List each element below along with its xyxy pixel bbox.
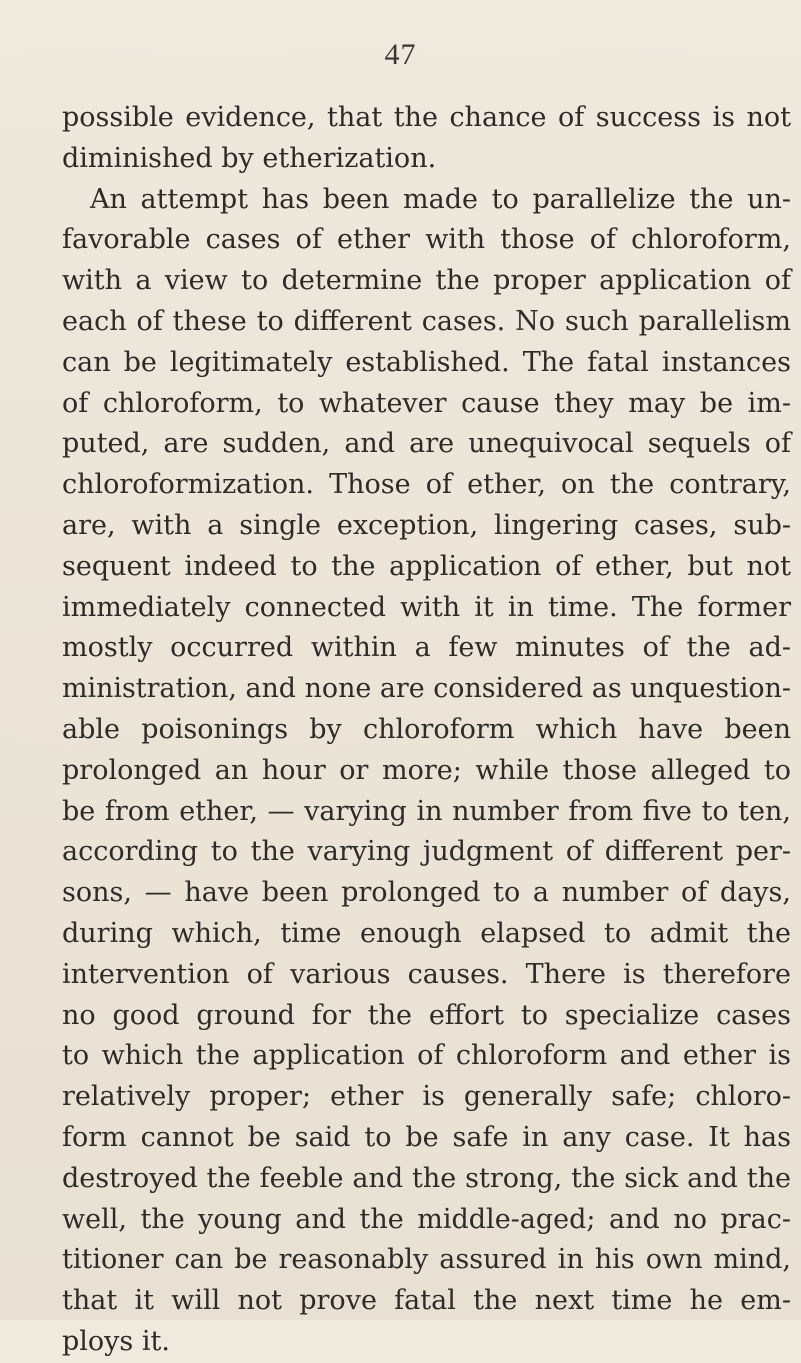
text-line: of chloroform, to whatever cause they may be im- xyxy=(62,387,791,419)
text-line: ministration, and none are considered as unquestion- xyxy=(62,673,791,705)
text-line: no good ground for the effort to specialize cases xyxy=(62,999,791,1031)
text-line: be from ether, — varying in number from five to ten, xyxy=(62,795,791,827)
text-line: according to the varying judgment of different per- xyxy=(62,836,791,868)
text-line: favorable cases of ether with those of chloroform, xyxy=(62,224,791,256)
body-text xyxy=(62,98,791,1363)
text-line: ploys it. xyxy=(62,1325,170,1357)
page-number: 47 xyxy=(384,38,417,71)
text-line: that it will not prove fatal the next time he em- xyxy=(62,1285,791,1317)
text-line: puted, are sudden, and are unequivocal sequels of xyxy=(62,428,791,460)
text-line: sons, — have been prolonged to a number of days, xyxy=(62,877,791,909)
text-line: destroyed the feeble and the strong, the sick and the xyxy=(62,1162,791,1194)
text-line: able poisonings by chloroform which have been xyxy=(62,713,791,745)
text-line: titioner can be reasonably assured in his own mind, xyxy=(62,1244,791,1276)
text-line: well, the young and the middle-aged; and no prac- xyxy=(62,1203,791,1235)
text-line: form cannot be said to be safe in any case. It has xyxy=(62,1121,791,1153)
text-line: sequent indeed to the application of ether, but not xyxy=(62,550,791,582)
text-line: possible evidence, that the chance of success is not xyxy=(62,102,791,133)
text-line: intervention of various causes. There is therefore xyxy=(62,958,791,990)
text-line: relatively proper; ether is generally safe; chloro- xyxy=(62,1081,791,1113)
text-line: to which the application of chloroform and ether is xyxy=(62,1040,791,1072)
text-line: immediately connected with it in time. The former xyxy=(62,591,791,623)
text-line: with a view to determine the proper application of xyxy=(62,265,791,297)
text-line: mostly occurred within a few minutes of the ad- xyxy=(62,632,791,664)
text-line: chloroformization. Those of ether, on the contrary, xyxy=(62,469,791,501)
text-line: prolonged an hour or more; while those alleged to xyxy=(62,754,791,786)
text-line: can be legitimately established. The fatal instances xyxy=(62,346,791,378)
text-line: each of these to different cases. No such parallelism xyxy=(62,305,791,337)
text-line: An attempt has been made to parallelize the un- xyxy=(90,183,791,215)
text-line: during which, time enough elapsed to admit the xyxy=(62,917,791,949)
text-line: diminished by etherization. xyxy=(62,142,437,174)
text-line: are, with a single exception, lingering cases, sub- xyxy=(62,509,791,541)
